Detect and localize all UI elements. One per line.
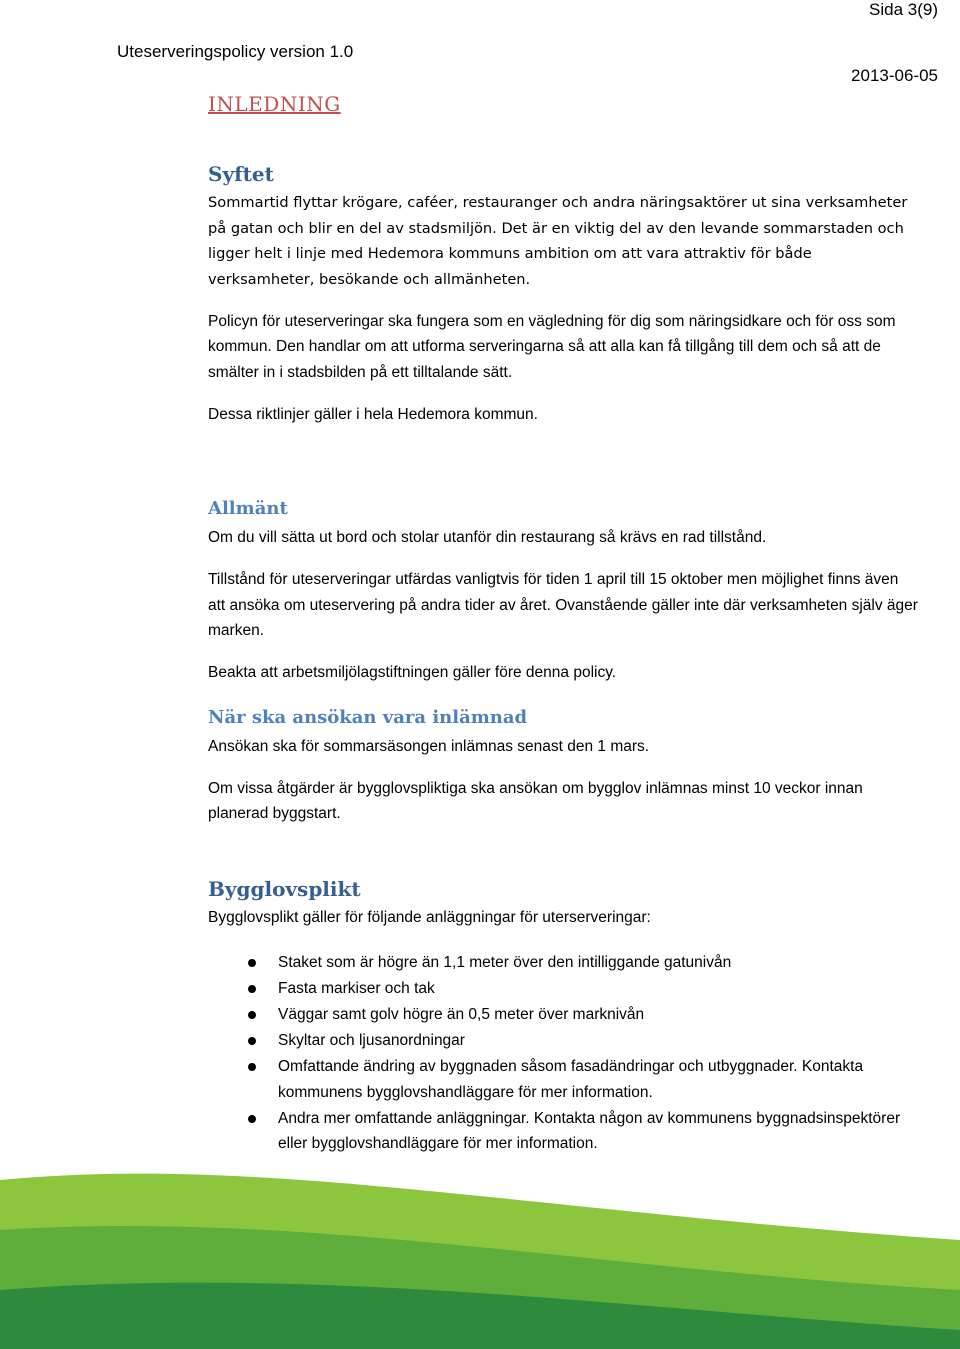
section-allmant	[208, 495, 918, 686]
bullet-icon	[248, 1011, 256, 1019]
paragraph: Om du vill sätta ut bord och stolar utanför din restaurang så krävs en rad tillstånd.	[208, 529, 767, 546]
list-item	[208, 950, 918, 976]
bygglov-list	[208, 950, 918, 1157]
list-item	[208, 1002, 918, 1028]
paragraph: Sommartid flyttar krögare, caféer, restauranger och andra näringsaktörer ut sina verksamheter på gatan och blir en del av stadsmiljön. Det är en viktig del av den levande sommarstaden och ligger helt i linje med Hedemora kommuns ambition om att vara attraktiv för både verksamheter, besökande och allmänheten.	[208, 194, 908, 288]
list-item-text: Omfattande ändring av byggnaden såsom fasadändringar och utbyggnader. Kontakta kommunens bygglovshandläggare för mer information.	[278, 1058, 864, 1101]
list-item-text: Andra mer omfattande anläggningar. Kontakta någon av kommunens byggnadsinspektörer eller bygglovshandläggare för mer information.	[278, 1109, 901, 1152]
section-ansokan	[208, 704, 918, 827]
paragraph: Om vissa åtgärder är bygglovspliktiga ska ansökan om bygglov inlämnas minst 10 veckor innan planerad byggstart.	[208, 779, 863, 822]
section-bygglovsplikt	[208, 875, 918, 1157]
list-item-text: Skyltar och ljusanordningar	[278, 1032, 465, 1049]
list-item-text: Fasta markiser och tak	[278, 980, 435, 997]
page-number: Sida 3(9)	[869, 0, 938, 19]
document-title: Uteserveringspolicy version 1.0	[117, 42, 354, 61]
green-swoosh-decoration	[0, 1140, 960, 1349]
bullet-icon	[248, 1115, 256, 1123]
bullet-icon	[248, 1037, 256, 1045]
section-heading-syftet: Syftet	[208, 162, 274, 186]
list-item	[208, 1054, 918, 1105]
section-heading-bygglovsplikt: Bygglovsplikt	[208, 876, 361, 901]
paragraph: Bygglovsplikt gäller för följande anläggningar för uterserveringar:	[208, 908, 651, 926]
intro-heading: INLEDNING	[208, 92, 341, 116]
paragraph: Tillstånd för uteserveringar utfärdas vanligtvis för tiden 1 april till 15 oktober men möjlighet finns även att ansöka om uteservering på andra tider av året. Ovanstående gäller inte där verksamheten själv äger marken.	[208, 571, 918, 639]
paragraph: Beakta att arbetsmiljölagstiftningen gäller före denna policy.	[208, 664, 617, 681]
paragraph: Dessa riktlinjer gäller i hela Hedemora kommun.	[208, 405, 538, 423]
section-heading-ansokan: När ska ansökan vara inlämnad	[208, 706, 528, 728]
section-heading-allmant: Allmänt	[208, 498, 288, 519]
list-item-text: Väggar samt golv högre än 0,5 meter över marknivån	[278, 1006, 645, 1023]
bullet-icon	[248, 985, 256, 993]
list-item	[208, 976, 918, 1002]
list-item	[208, 1028, 918, 1054]
list-item-text: Staket som är högre än 1,1 meter över den intilliggande gatunivån	[278, 954, 732, 971]
paragraph: Policyn för uteserveringar ska fungera som en vägledning för dig som näringsidkare och för oss som kommun. Den handlar om att utforma serveringarna så att alla kan få tillgång till dem och så att de smälter in i stadsbilden på ett tilltalande sätt.	[208, 312, 896, 381]
bullet-icon	[248, 1063, 256, 1071]
bullet-icon	[248, 959, 256, 967]
paragraph: Ansökan ska för sommarsäsongen inlämnas senast den 1 mars.	[208, 737, 650, 755]
document-body	[208, 160, 918, 1157]
section-syftet	[208, 160, 918, 427]
document-date: 2013-06-05	[851, 66, 938, 85]
